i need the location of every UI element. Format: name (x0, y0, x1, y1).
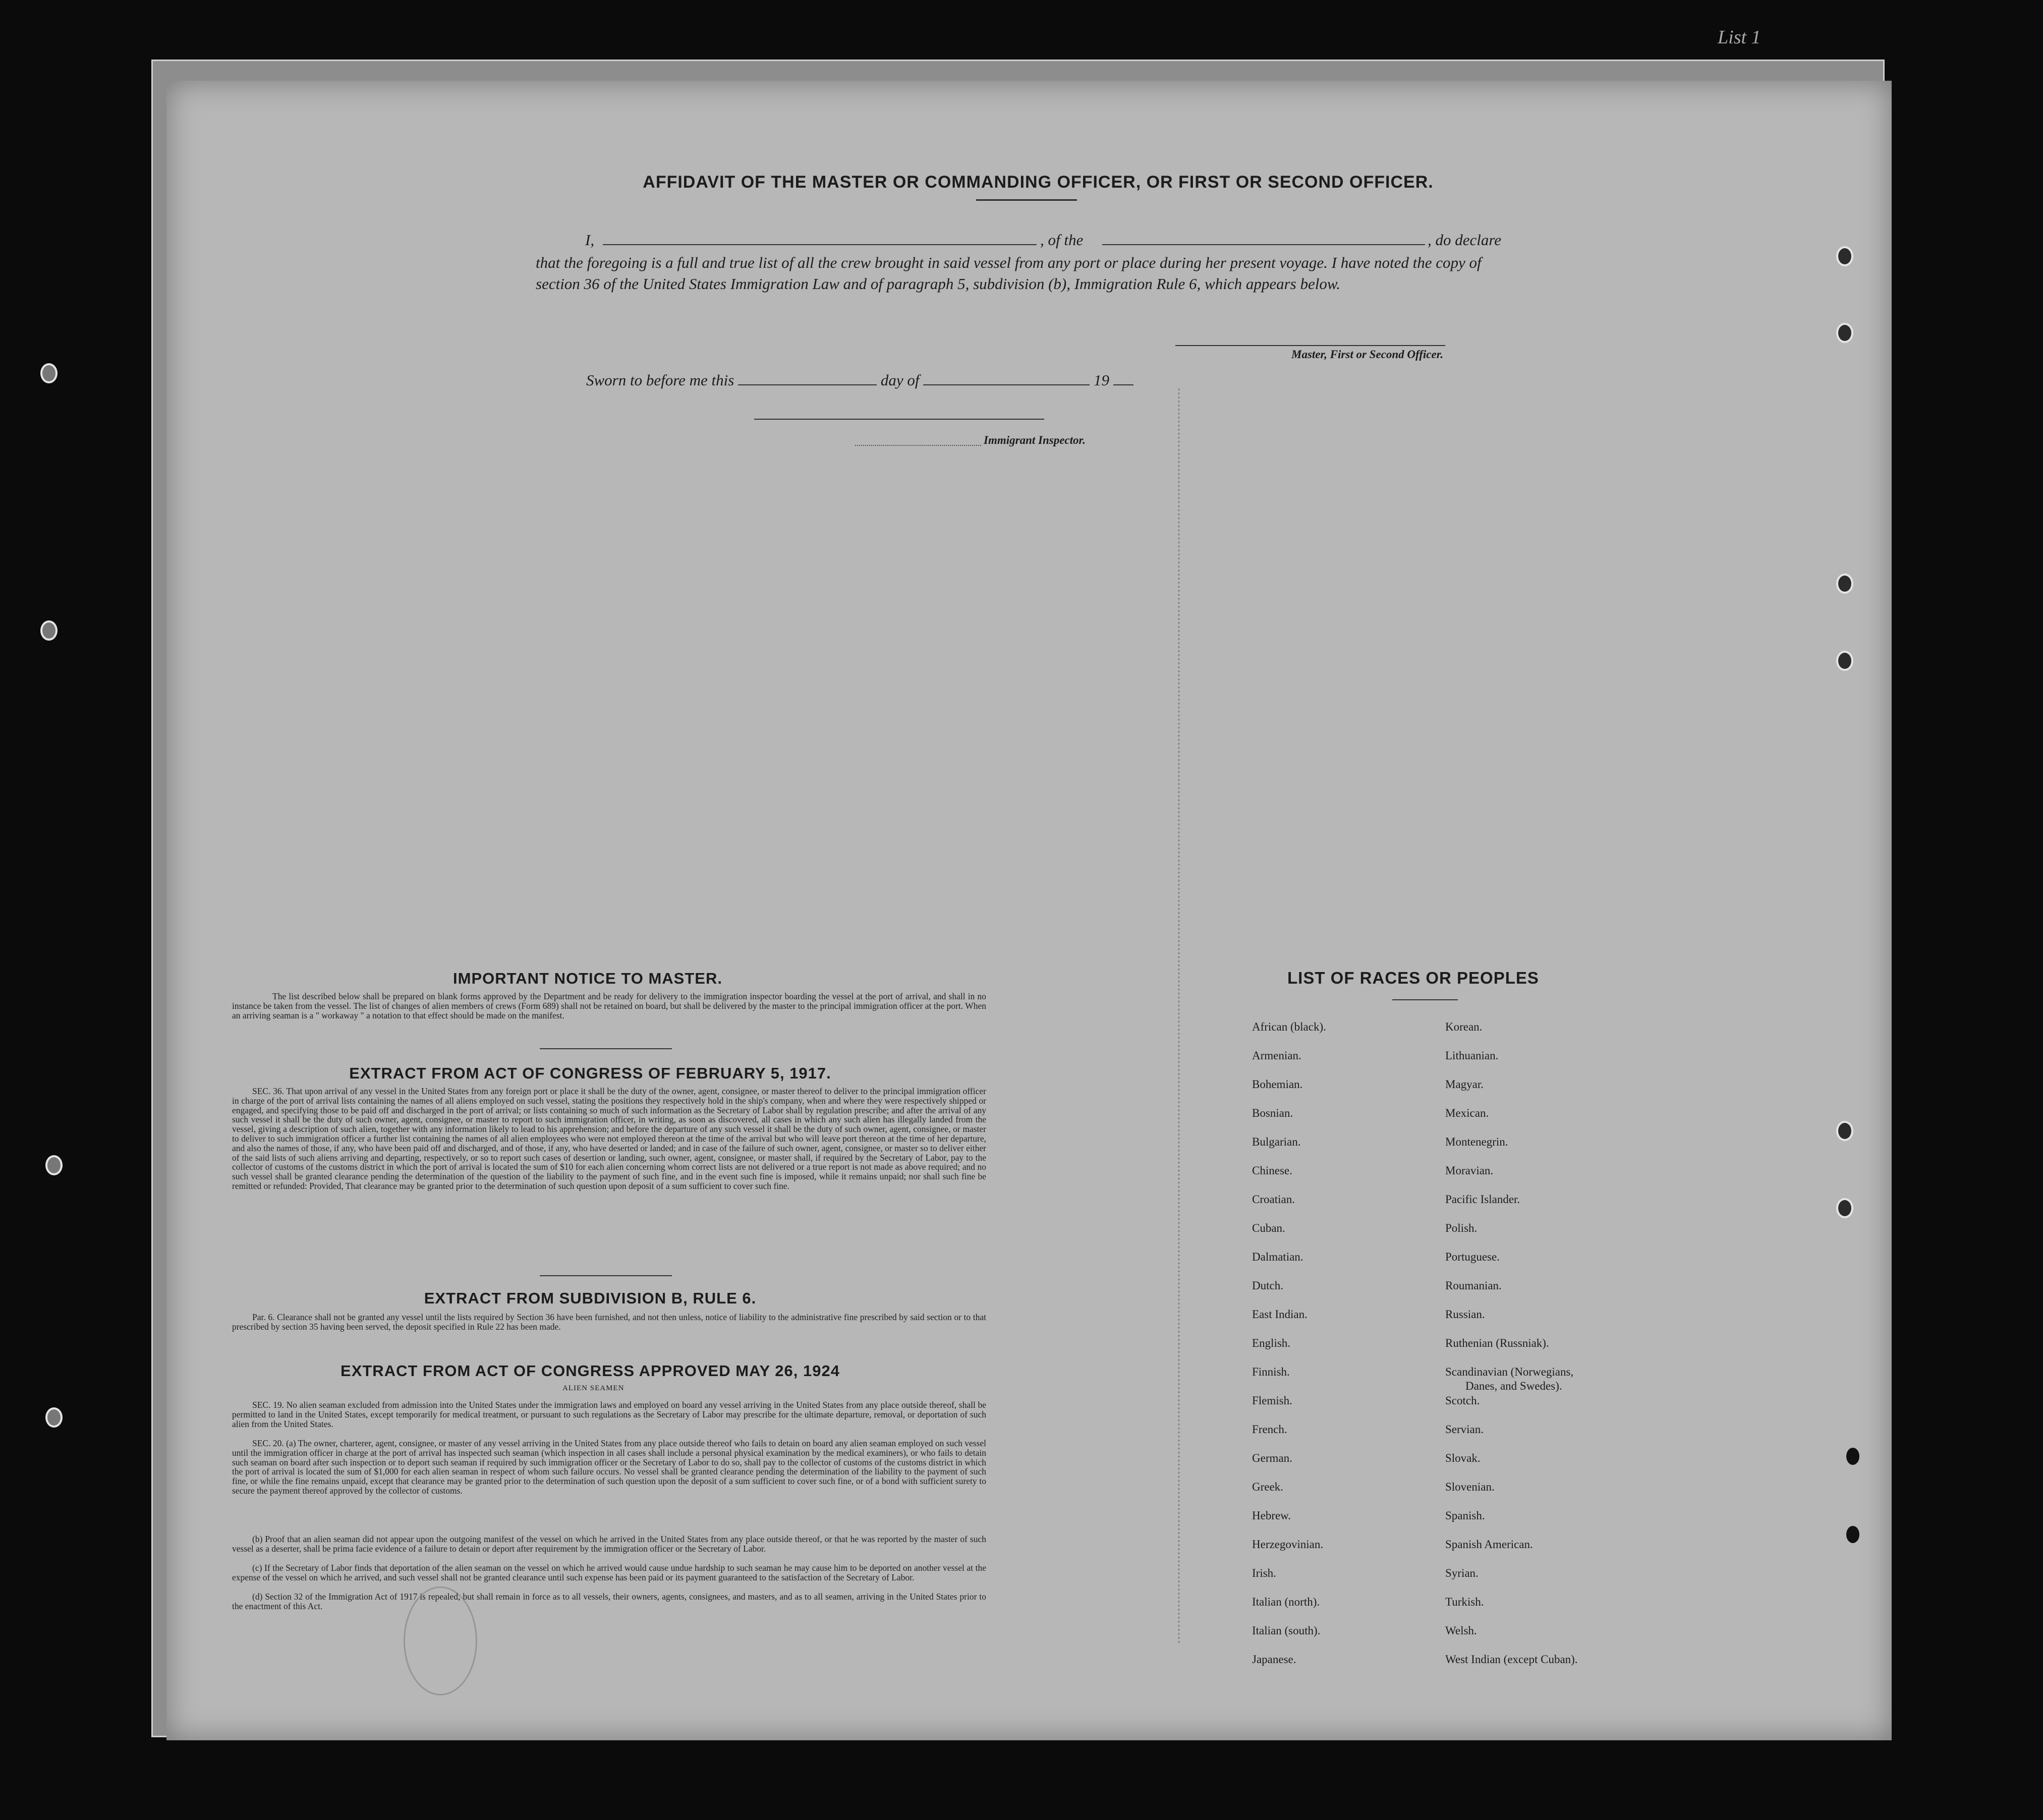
sworn-year: 19 (1093, 371, 1109, 389)
race-item: Syrian. (1445, 1567, 1479, 1579)
race-item: Dalmatian. (1252, 1250, 1303, 1263)
sworn-prefix: Sworn to before me this (586, 371, 734, 389)
list-number-note: List 1 (1718, 27, 1761, 48)
race-item: Chinese. (1252, 1164, 1292, 1177)
sec20b-body: (b) Proof that an alien seaman did not appear upon the outgoing manifest of the vessel on which he arrived in the United States from any place outside thereof, or that he was reported by the master of such vessel as a deserter, shall be prima facie evidence of a failure to detain or deport after requirement by the immigration officer or the Secretary of Labor. (232, 1534, 986, 1554)
race-item: Spanish American. (1445, 1538, 1533, 1551)
race-item: Bohemian. (1252, 1078, 1303, 1091)
signature-line[interactable] (1175, 345, 1445, 346)
race-item: Magyar. (1445, 1078, 1484, 1091)
extract-1924-subtitle: ALIEN SEAMEN (562, 1384, 625, 1392)
race-item: Montenegrin. (1445, 1135, 1508, 1148)
extract-1917-body: SEC. 36. That upon arrival of any vessel in the United States from any foreign port or place it shall be the duty of the owner, agent, consignee, or master thereof to deliver to the principal immigration officer in charge of the port of arrival lists containing the names of all aliens employed on such vessel, stating the positions they respectively hold in the ship's company, when and where they were respectively shipped or engaged, and specifying those to be paid off and discharged in the port of arrival; or lists containing so much of such information as the Secretary of Labor shall by regulation prescribe; and after the arrival of any such vessel it shall be the duty of such owner, agent, consignee, or master to report to such immigration officer, in writing, as soon as discovered, all cases in which any such alien has illegally landed from the vessel, giving a description of such alien, together with any information likely to lead to his apprehension; and before the departure of any such vessel it shall be the duty of such owner, agent, consignee, or master to deliver to such immigration officer a further list containing the names of all alien employees who were not employed thereon at the time of the arrival but who will leave port thereon at the time of her departure, and also the names of those, if any, who have been paid off and discharged, and of those, if any, who have deserted or landed; and in case of the failure of such owner, agent, consignee, or master so to deliver either of the said lists of such aliens arriving and departing, respectively, or so to report such cases of desertion or landing, such owner, agent, consignee, or master shall, if required by the Secretary of Labor, pay to the collector of customs of the customs district in which the port of arrival is located the sum of $10 for each alien concerning whom correct lists are not delivered or a true report is not made as above required; and no such vessel shall be granted clearance pending the determination of the question of the liability to the payment of such fine, and in the event such fine is imposed, while it remains unpaid; nor shall such fine be remitted or refunded: Provided, That clearance may be granted prior to the determination of such question upon deposit of a sum sufficient to cover such fine. (232, 1086, 986, 1191)
affidavit-of-the: , of the (1040, 231, 1084, 249)
affidavit-declare: , do declare (1428, 231, 1502, 249)
name-blank[interactable] (603, 244, 1037, 245)
race-item: Turkish. (1445, 1596, 1484, 1608)
race-item: Hebrew. (1252, 1509, 1291, 1522)
extract-1917-title: EXTRACT FROM ACT OF CONGRESS OF FEBRUARY 5, 1917. (349, 1064, 831, 1082)
race-item: Spanish. (1445, 1509, 1485, 1522)
binder-hole (1836, 574, 1853, 594)
sworn-day-of: day of (880, 371, 920, 389)
race-item: Korean. (1445, 1020, 1483, 1033)
race-item: Lithuanian. (1445, 1049, 1499, 1062)
affidavit-title: AFFIDAVIT OF THE MASTER OR COMMANDING OFFICER, OR FIRST OR SECOND OFFICER. (643, 173, 1434, 192)
race-item: Armenian. (1252, 1049, 1301, 1062)
race-item: West Indian (except Cuban). (1445, 1653, 1578, 1666)
race-item: Flemish. (1252, 1394, 1292, 1407)
binder-hole (40, 363, 58, 383)
center-fold (1178, 388, 1180, 1644)
race-item: East Indian. (1252, 1308, 1308, 1321)
race-item: Slovak. (1445, 1452, 1481, 1464)
inspector-signature-line[interactable] (754, 419, 1044, 420)
notice-title: IMPORTANT NOTICE TO MASTER. (453, 970, 722, 987)
extract-1924-title: EXTRACT FROM ACT OF CONGRESS APPROVED MAY 26, 1924 (340, 1362, 840, 1380)
race-item: French. (1252, 1423, 1287, 1436)
race-item-continuation: Danes, and Swedes). (1465, 1380, 1562, 1392)
binder-hole (40, 620, 58, 641)
binder-hole (45, 1155, 63, 1175)
faint-stamp (404, 1586, 477, 1695)
race-item: Moravian. (1445, 1164, 1494, 1177)
race-item: Welsh. (1445, 1624, 1477, 1637)
title-underline (976, 199, 1077, 201)
inspector-leader-dots (855, 445, 981, 446)
race-item: Polish. (1445, 1222, 1478, 1234)
race-item: Irish. (1252, 1567, 1276, 1579)
race-item: Bulgarian. (1252, 1135, 1301, 1148)
signature-label: Master, First or Second Officer. (1291, 348, 1444, 361)
binder-hole (1846, 1448, 1859, 1465)
race-item: African (black). (1252, 1020, 1326, 1033)
race-item: Scandinavian (Norwegians, (1445, 1366, 1574, 1378)
race-item: English. (1252, 1337, 1291, 1349)
race-item: Croatian. (1252, 1193, 1295, 1206)
affidavit-body: that the foregoing is a full and true list of all the crew brought in said vessel from any port or place during her present voyage. I have noted the copy of section 36 of the United States Immigration Law and of paragraph 5, subdivision (b), Immigration Rule 6, which appears below. (536, 254, 1482, 293)
sworn-line (586, 371, 1133, 389)
divider (540, 1048, 672, 1049)
binder-hole (1836, 1121, 1853, 1141)
race-item: Pacific Islander. (1445, 1193, 1520, 1206)
race-item: Russian. (1445, 1308, 1485, 1321)
race-item: Italian (south). (1252, 1624, 1321, 1637)
extract-rule6-title: EXTRACT FROM SUBDIVISION B, RULE 6. (424, 1289, 757, 1307)
race-item: Italian (north). (1252, 1596, 1320, 1608)
sec20d-body: (d) Section 32 of the Immigration Act of 1917 is repealed, but shall remain in force as to all vessels, their owners, agents, consignees, and masters, and as to all seamen, arriving in the United States prior to the enactment of this Act. (232, 1591, 986, 1611)
sec20a-body: SEC. 20. (a) The owner, charterer, agent, consignee, or master of any vessel arriving in the United States from any place outside thereof who fails to detain on board any alien seaman employed on such vessel until the immigration officer in charge at the port of arrival has inspected such seaman (which inspection in all cases shall include a personal physical examination by the medical examiners), or who fails to detain such seaman on board after such inspection or to deport such seaman if required by such immigration officer or the Secretary of Labor to do so, shall pay to the collector of customs of the customs district in which the port of arrival is located the sum of $1,000 for each alien seaman in respect of whom such failure occurs. No vessel shall be granted clearance pending the determination of the liability to the payment of such fine, or while the fine remains unpaid, except that clearance may be granted prior to the determination of such question upon the deposit of a sum sufficient to cover such fine, or of a bond with sufficient surety to secure the payment thereof approved by the collector of customs. (232, 1438, 986, 1496)
notice-body: The list described below shall be prepared on blank forms approved by the Department and be ready for delivery to the immigration inspector boarding the vessel at the port of arrival, and shall in no instance be taken from the vessel. The list of changes of alien members of crews (Form 689) shall not be retained on board, but shall be delivered by the master to the principal immigration officer at the port. When an arriving seaman is a " workaway " a notation to that effect should be made on the manifest. (232, 991, 986, 1020)
race-item: Portuguese. (1445, 1250, 1500, 1263)
race-item: Herzegovinian. (1252, 1538, 1324, 1551)
race-item: Mexican. (1445, 1107, 1489, 1119)
races-underline (1392, 999, 1458, 1000)
month-blank[interactable] (923, 384, 1090, 385)
race-item: Servian. (1445, 1423, 1484, 1436)
binder-hole (1846, 1526, 1859, 1543)
race-item: Dutch. (1252, 1279, 1283, 1292)
race-item: Slovenian. (1445, 1481, 1495, 1493)
extract-rule6-body: Par. 6. Clearance shall not be granted any vessel until the lists required by Section 36 have been furnished, and not then unless, notice of liability to the administrative fine prescribed by said section or to that prescribed by section 35 having been served, the deposit specified in Rule 22 has been made. (232, 1312, 986, 1332)
year-blank[interactable] (1113, 384, 1133, 385)
race-item: Greek. (1252, 1481, 1283, 1493)
binder-hole (1836, 1198, 1853, 1218)
binder-hole (1836, 323, 1853, 343)
sec19-body: SEC. 19. No alien seaman excluded from admission into the United States under the immigration laws and employed on board any vessel arriving in the United States from any place outside thereof, shall be permitted to land in the United States, except temporarily for medical treatment, or pursuant to such regulations as the Secretary of Labor may prescribe for the ultimate departure, removal, or deportation of such alien from the United States. (232, 1400, 986, 1429)
race-item: Bosnian. (1252, 1107, 1293, 1119)
binder-hole (1836, 651, 1853, 671)
race-item: Finnish. (1252, 1366, 1290, 1378)
affidavit-i: I, (585, 231, 595, 249)
vessel-blank[interactable] (1102, 244, 1425, 245)
races-title: LIST OF RACES OR PEOPLES (1287, 969, 1539, 987)
binder-hole (1836, 246, 1853, 266)
race-item: Ruthenian (Russniak). (1445, 1337, 1549, 1349)
race-item: Scotch. (1445, 1394, 1480, 1407)
inspector-label: Immigrant Inspector. (984, 434, 1086, 446)
sec20c-body: (c) If the Secretary of Labor finds that deportation of the alien seaman on the vessel on which he arrived would cause undue hardship to such seaman he may cause him to be deported on another vessel at the expense of the vessel on which he arrived, and such vessel shall not be granted clearance until such expense has been paid or its payment guaranteed to the satisfaction of the Secretary of Labor. (232, 1563, 986, 1582)
race-item: Cuban. (1252, 1222, 1285, 1234)
divider (540, 1275, 672, 1276)
day-blank[interactable] (738, 384, 877, 385)
race-item: German. (1252, 1452, 1292, 1464)
race-item: Roumanian. (1445, 1279, 1502, 1292)
binder-hole (45, 1407, 63, 1428)
race-item: Japanese. (1252, 1653, 1296, 1666)
